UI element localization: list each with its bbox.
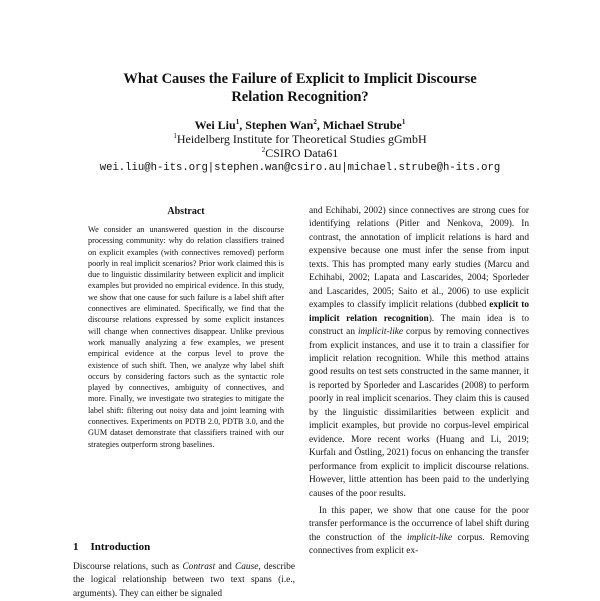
section-heading-introduction [73,541,150,553]
author-names: Wei Liu$^1$, Stephen Wan$^2$, Michael Strube$^1$ [194,118,406,132]
right-paragraph-1: and Echihabi, 2002) since connectives are strong cues for identifying relations (Pitler and Nenkova, 2009). In contrast, the annotation of implicit relations is hard and expensive because one must infer the sense from input texts. This has prompted many early studies (Marcu and Echihabi, 2002; Lapata and Lascarides, 2004; Sporleder and Lascarides, 2005; Saito et al., 2006) to use explicit examples to classify implicit relations (dubbed explicit to implicit relation recognition). The main idea is to construct an implicit-like corpus by removing connectives from explicit instances, and use it to train a classifier for implicit relation recognition. While this method attains good results on test sets constructed in the same manner, it is reported by Sporleder and Lascarides (2008) to perform poorly in real implicit scenarios. They claim this is caused by the linguistic dissimilarities between explicit and implicit examples, but provide no corpus-level empirical evidence. More recent works (Huang and Li, 2019; Kurfalı and Östling, 2021) focus on enhancing the transfer performance from explicit to implicit discourse relations. However, little attention has been paid to the underlying causes of the poor results. [309,206,530,499]
section-title: Introduction [90,541,151,553]
author-emails: wei.liu@h-its.org|stephen.wan@csiro.au|michael.strube@h-its.org [99,162,501,174]
author-block [0,118,600,175]
author-2-sup: 2 [313,118,317,126]
abstract-heading: Abstract [167,206,205,217]
paper-title [0,70,600,106]
abstract-body [88,224,284,450]
author-3: Michael Strube [322,118,402,132]
author-1-sup: 1 [235,118,240,126]
author-2: Stephen Wan [245,118,314,132]
paper-title-line2: Relation Recognition? [231,89,369,105]
abstract-text: We consider an unanswered question in the discourse processing community: why do relation classifiers trained on explicit examples (with connectives removed) perform poorly in real implicit scenarios? Prior work claimed this is due to linguistic dissimilarity between explicit and implicit examples but provided no empirical evidence. In this study, we show that one cause for such failure is a label shift after connectives are eliminated. Specifically, we find that the discourse relations expressed by some explicit instances will change when connectives disappear. Unlike previous work manually analyzing a few examples, we present empirical evidence at the corpus level to prove the existence of such shift. Then, we analyze why label shift occurs by considering factors such as the syntactic role played by connectives, ambiguity of connectives, and more. Finally, we investigate two strategies to mitigate the label shift: filtering out noisy data and joint learning with connectives. Experiments on PDTB 2.0, PDTB 3.0, and the GUM dataset demonstrate that classifiers trained with our strategies outperform strong baselines. [88,225,284,449]
introduction-paragraph: Discourse relations, such as Contrast and Cause, describe the logical relationship between two text spans (i.e., arguments). They can either be signaled [73,562,295,599]
affiliation-1: $^1$Heidelberg Institute for Theoretical Studies gGmbH [173,132,427,146]
paper-title-line1: What Causes the Failure of Explicit to Implicit Discourse [123,71,477,87]
right-column [309,205,529,559]
affiliation-2: $^2$CSIRO Data61 [261,146,339,160]
author-3-sup: 1 [401,118,406,126]
author-1: Wei Liu [194,118,236,132]
section-number: 1 [73,541,79,553]
right-paragraph-2: In this paper, we show that one cause for the poor transfer performance is the occurrence of label shift during the construction of the implicit-like corpus. Removing connectives from explicit ex- [309,505,529,557]
